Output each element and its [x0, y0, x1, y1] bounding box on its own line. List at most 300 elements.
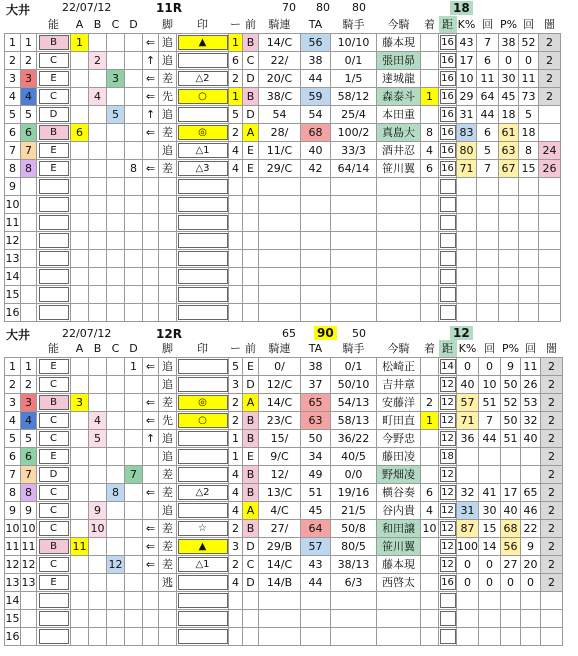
ability-rank: [37, 124, 71, 142]
count-1: 30: [479, 502, 501, 520]
running-style: 差: [159, 160, 177, 178]
empty-cell: [501, 610, 521, 628]
prev-rank: B: [243, 466, 259, 484]
row-number: 4: [5, 412, 21, 430]
ability-box: C: [39, 503, 69, 518]
ability-rank: [37, 430, 71, 448]
table-row: [5, 520, 563, 538]
current-jockey: 野畑凌: [377, 466, 421, 484]
empty-cell: [125, 610, 143, 628]
distance-box: 18: [441, 451, 454, 463]
column-header: ー: [229, 16, 243, 34]
row-number: 1: [5, 34, 21, 52]
rank-a: [71, 70, 89, 88]
count-2: 53: [521, 394, 541, 412]
dark-value: 2: [541, 502, 563, 520]
empty-cell: [229, 628, 243, 646]
row-number: 13: [5, 250, 21, 268]
empty-cell: [71, 232, 89, 250]
ta-value: 34: [301, 448, 331, 466]
current-jockey: 和田譲: [377, 520, 421, 538]
row-number: 7: [5, 466, 21, 484]
ta-value: 54: [301, 106, 331, 124]
arrow-indicator: ⇐: [143, 520, 159, 538]
p-percent: 67: [499, 160, 519, 178]
dark-value: 2: [539, 52, 561, 70]
rank-a: [71, 88, 89, 106]
jockey-combo: 29/C: [259, 160, 301, 178]
count-2: 9: [521, 538, 541, 556]
prev-rank: B: [243, 484, 259, 502]
table-row: [5, 538, 563, 556]
waku-number: 9: [21, 502, 37, 520]
prediction-mark: [177, 142, 229, 160]
rank-a: [71, 430, 89, 448]
column-header: [143, 340, 159, 358]
column-header: 今騎: [377, 340, 421, 358]
column-header: 距: [439, 340, 457, 358]
rank-b: [89, 448, 107, 466]
empty-cell: [107, 214, 125, 232]
column-header: 回: [519, 16, 539, 34]
empty-cell: [421, 214, 439, 232]
column-header: D: [125, 340, 143, 358]
prev-rank: B: [243, 520, 259, 538]
empty-cell: [71, 628, 89, 646]
rank-d: [125, 70, 143, 88]
arrow-indicator: ⇐: [143, 538, 159, 556]
header-value: 70: [282, 1, 296, 14]
row-number: 9: [5, 502, 21, 520]
dark-value: 2: [539, 34, 561, 52]
empty-cell: [499, 250, 519, 268]
empty-cell: [477, 178, 499, 196]
current-jockey: 西啓太: [377, 574, 421, 592]
distance: [439, 142, 457, 160]
prediction-mark: [177, 34, 229, 52]
ability-box: [39, 179, 69, 194]
distance-box: [440, 251, 456, 266]
arrow-indicator: ⇐: [143, 160, 159, 178]
empty-cell: [143, 304, 159, 322]
empty-row: [5, 304, 561, 322]
rank-b: [89, 376, 107, 394]
row-number: 4: [5, 88, 21, 106]
k-percent: 71: [457, 412, 479, 430]
mark-box: [178, 107, 228, 122]
rank-d: [125, 124, 143, 142]
rank-d: 1: [125, 358, 143, 376]
column-header: 騎連: [259, 16, 301, 34]
running-style: 差: [159, 70, 177, 88]
row-number: 5: [5, 106, 21, 124]
empty-cell: [501, 628, 521, 646]
bar-value: 4: [229, 160, 243, 178]
empty-cell: [125, 178, 143, 196]
ta-value: 56: [301, 34, 331, 52]
empty-cell: [107, 592, 125, 610]
bar-value: 1: [229, 34, 243, 52]
column-header: 騎手: [331, 340, 377, 358]
waku-number: 1: [21, 34, 37, 52]
rank-a: [71, 448, 89, 466]
p-percent: [501, 448, 521, 466]
row-number: 14: [5, 268, 21, 286]
empty-cell: [331, 250, 377, 268]
p-percent: 50: [501, 376, 521, 394]
k-percent: 17: [457, 52, 477, 70]
empty-cell: [159, 286, 177, 304]
empty-cell: [519, 232, 539, 250]
table-row: [5, 88, 561, 106]
mark-box: [178, 449, 228, 464]
table-row: [5, 574, 563, 592]
prediction-mark: [177, 268, 229, 286]
row-number: 15: [5, 286, 21, 304]
prev-rank: A: [243, 124, 259, 142]
distance: [439, 538, 457, 556]
rank-d: [125, 520, 143, 538]
running-style: 先: [159, 88, 177, 106]
dark-value: 2: [541, 376, 563, 394]
p-percent: 68: [501, 520, 521, 538]
empty-cell: [477, 214, 499, 232]
column-header: 能: [37, 16, 71, 34]
prediction-mark: [177, 502, 229, 520]
ta-value: 57: [301, 538, 331, 556]
distance-box: [440, 593, 456, 608]
empty-cell: [457, 250, 477, 268]
empty-cell: [477, 286, 499, 304]
jockey-record: 0/1: [331, 358, 377, 376]
empty-cell: [125, 628, 143, 646]
rank-b: 9: [89, 502, 107, 520]
running-style: 追: [159, 52, 177, 70]
waku-number: 8: [21, 160, 37, 178]
rank-d: [125, 142, 143, 160]
prediction-mark: [177, 610, 229, 628]
prev-rank: D: [243, 538, 259, 556]
empty-cell: [143, 592, 159, 610]
current-jockey: 藤本現: [377, 34, 421, 52]
finish: [421, 376, 439, 394]
jockey-record: 33/3: [331, 142, 377, 160]
count-2: 11: [519, 70, 539, 88]
mark-box: [178, 503, 228, 518]
empty-cell: [301, 268, 331, 286]
column-header: [21, 340, 37, 358]
empty-cell: [301, 250, 331, 268]
jockey-combo: 15/: [259, 430, 301, 448]
dark-value: 24: [539, 142, 561, 160]
jockey-combo: 27/: [259, 520, 301, 538]
empty-cell: [71, 178, 89, 196]
rank-a: [71, 160, 89, 178]
mark-box: [178, 233, 228, 248]
empty-cell: [259, 232, 301, 250]
empty-cell: [71, 610, 89, 628]
venue-label: 大井: [6, 3, 31, 17]
count-1: 5: [477, 142, 499, 160]
empty-cell: [421, 178, 439, 196]
arrow-indicator: [143, 574, 159, 592]
rank-d: [125, 538, 143, 556]
ability-rank: [37, 304, 71, 322]
finish: [421, 70, 439, 88]
rank-b: [89, 142, 107, 160]
arrow-indicator: ⇐: [143, 88, 159, 106]
empty-cell: [539, 232, 561, 250]
rank-a: [71, 502, 89, 520]
jockey-record: 100/2: [331, 124, 377, 142]
empty-cell: [107, 286, 125, 304]
empty-cell: [457, 610, 479, 628]
bar-value: 1: [229, 430, 243, 448]
column-header: ー: [229, 340, 243, 358]
prediction-mark: [177, 214, 229, 232]
finish: 6: [421, 160, 439, 178]
rank-a: [71, 520, 89, 538]
column-header: [5, 340, 21, 358]
k-percent: 31: [457, 106, 477, 124]
prev-rank: E: [243, 142, 259, 160]
ability-rank: [37, 214, 71, 232]
empty-cell: [107, 304, 125, 322]
empty-cell: [499, 214, 519, 232]
waku-number: 2: [21, 376, 37, 394]
rank-a: [71, 52, 89, 70]
column-header: 今騎: [377, 16, 421, 34]
empty-cell: [331, 304, 377, 322]
rank-c: [107, 448, 125, 466]
distance: [439, 376, 457, 394]
distance-box: 14: [441, 361, 454, 373]
jockey-combo: 14/C: [259, 394, 301, 412]
prev-rank: E: [243, 448, 259, 466]
race-number: 12R: [156, 327, 182, 341]
count-1: [479, 466, 501, 484]
empty-row: [5, 628, 563, 646]
prediction-mark: [177, 520, 229, 538]
dark-value: 2: [541, 394, 563, 412]
empty-cell: [89, 178, 107, 196]
distance: [439, 412, 457, 430]
distance-box: 12: [441, 469, 454, 481]
running-style: 追: [159, 502, 177, 520]
empty-cell: [107, 628, 125, 646]
row-number: 6: [5, 124, 21, 142]
arrow-indicator: ↑: [143, 52, 159, 70]
prev-rank: D: [243, 70, 259, 88]
p-percent: 0: [501, 574, 521, 592]
empty-cell: [243, 250, 259, 268]
table-row: [5, 70, 561, 88]
empty-cell: [259, 214, 301, 232]
empty-cell: [89, 286, 107, 304]
empty-cell: [89, 592, 107, 610]
column-header: P%: [501, 340, 521, 358]
ta-value: 59: [301, 88, 331, 106]
ability-rank: [37, 412, 71, 430]
jockey-record: 38/13: [331, 556, 377, 574]
prev-rank: C: [243, 556, 259, 574]
rank-c: [107, 394, 125, 412]
prediction-mark: [177, 304, 229, 322]
ability-rank: [37, 538, 71, 556]
empty-cell: [143, 214, 159, 232]
count-1: [479, 448, 501, 466]
empty-cell: [521, 610, 541, 628]
ability-box: [39, 629, 69, 644]
jockey-record: 25/4: [331, 106, 377, 124]
prediction-mark: [177, 448, 229, 466]
jockey-record: 6/3: [331, 574, 377, 592]
k-percent: 0: [457, 556, 479, 574]
p-percent: 52: [501, 394, 521, 412]
empty-cell: [331, 592, 377, 610]
distance: [439, 502, 457, 520]
empty-cell: [457, 286, 477, 304]
rank-b: [89, 394, 107, 412]
rank-b: [89, 466, 107, 484]
dark-value: 2: [539, 70, 561, 88]
waku-number: 6: [21, 448, 37, 466]
empty-cell: [125, 250, 143, 268]
ability-box: D: [39, 107, 69, 122]
rank-a: [71, 466, 89, 484]
ta-value: 65: [301, 394, 331, 412]
jockey-record: 10/10: [331, 34, 377, 52]
distance-box: [440, 305, 456, 320]
empty-cell: [229, 304, 243, 322]
distance-box: 12: [441, 433, 454, 445]
empty-cell: [143, 610, 159, 628]
ability-rank: [37, 142, 71, 160]
rank-b: [89, 574, 107, 592]
prediction-mark: [177, 430, 229, 448]
count-1: 51: [479, 394, 501, 412]
empty-cell: [21, 610, 37, 628]
running-style: 差: [159, 124, 177, 142]
p-percent: 56: [501, 538, 521, 556]
running-style: 逃: [159, 574, 177, 592]
empty-cell: [477, 232, 499, 250]
dark-value: 26: [539, 160, 561, 178]
empty-cell: [143, 286, 159, 304]
ability-box: E: [39, 359, 69, 374]
ability-box: E: [39, 143, 69, 158]
dark-value: 2: [541, 358, 563, 376]
rank-b: [89, 106, 107, 124]
column-header: C: [107, 340, 125, 358]
mark-box: [178, 179, 228, 194]
mark-box: [178, 377, 228, 392]
table-row: [5, 106, 561, 124]
empty-cell: [479, 628, 501, 646]
waku-number: 3: [21, 394, 37, 412]
bar-value: 3: [229, 538, 243, 556]
mark-box: [178, 467, 228, 482]
empty-cell: [301, 592, 331, 610]
ability-box: B: [39, 35, 69, 50]
ability-rank: [37, 448, 71, 466]
rank-a: [71, 376, 89, 394]
empty-cell: [125, 214, 143, 232]
count-2: 52: [519, 34, 539, 52]
ability-box: [39, 305, 69, 320]
empty-cell: [331, 628, 377, 646]
empty-cell: [377, 214, 421, 232]
rank-c: [107, 376, 125, 394]
column-header: 前: [243, 16, 259, 34]
empty-cell: [421, 250, 439, 268]
bar-value: 2: [229, 412, 243, 430]
dark-value: 2: [541, 520, 563, 538]
k-percent: 57: [457, 394, 479, 412]
rank-a: [71, 556, 89, 574]
ta-value: 49: [301, 466, 331, 484]
table-row: [5, 430, 563, 448]
empty-cell: [243, 628, 259, 646]
arrow-indicator: [143, 502, 159, 520]
rank-c: 12: [107, 556, 125, 574]
distance: [439, 70, 457, 88]
count-1: 7: [477, 160, 499, 178]
rank-b: 4: [89, 88, 107, 106]
waku-number: 2: [21, 52, 37, 70]
prev-rank: B: [243, 412, 259, 430]
distance-box: [440, 215, 456, 230]
column-header: A: [71, 340, 89, 358]
current-jockey: 安藤洋: [377, 394, 421, 412]
ta-value: 42: [301, 160, 331, 178]
empty-cell: [21, 196, 37, 214]
jockey-record: 58/12: [331, 88, 377, 106]
distance: [439, 358, 457, 376]
rank-b: [89, 34, 107, 52]
empty-cell: [243, 592, 259, 610]
prev-rank: A: [243, 394, 259, 412]
waku-number: 4: [21, 88, 37, 106]
p-percent: 50: [501, 412, 521, 430]
row-number: 10: [5, 196, 21, 214]
count-1: 0: [479, 574, 501, 592]
empty-cell: [539, 268, 561, 286]
dark-value: 2: [541, 448, 563, 466]
header-value: 65: [282, 327, 296, 340]
empty-cell: [229, 250, 243, 268]
running-style: 追: [159, 376, 177, 394]
empty-cell: [125, 232, 143, 250]
empty-cell: [71, 214, 89, 232]
arrow-indicator: [143, 448, 159, 466]
count-1: 10: [479, 376, 501, 394]
empty-cell: [107, 268, 125, 286]
rank-a: 11: [71, 538, 89, 556]
empty-row: [5, 232, 561, 250]
column-header: TA: [301, 16, 331, 34]
empty-cell: [377, 610, 421, 628]
prediction-mark: [177, 466, 229, 484]
empty-cell: [89, 610, 107, 628]
k-percent: 43: [457, 34, 477, 52]
empty-cell: [457, 592, 479, 610]
p-percent: 38: [499, 34, 519, 52]
table-row: [5, 412, 563, 430]
rank-a: [71, 358, 89, 376]
empty-cell: [243, 196, 259, 214]
arrow-indicator: ⇐: [143, 412, 159, 430]
